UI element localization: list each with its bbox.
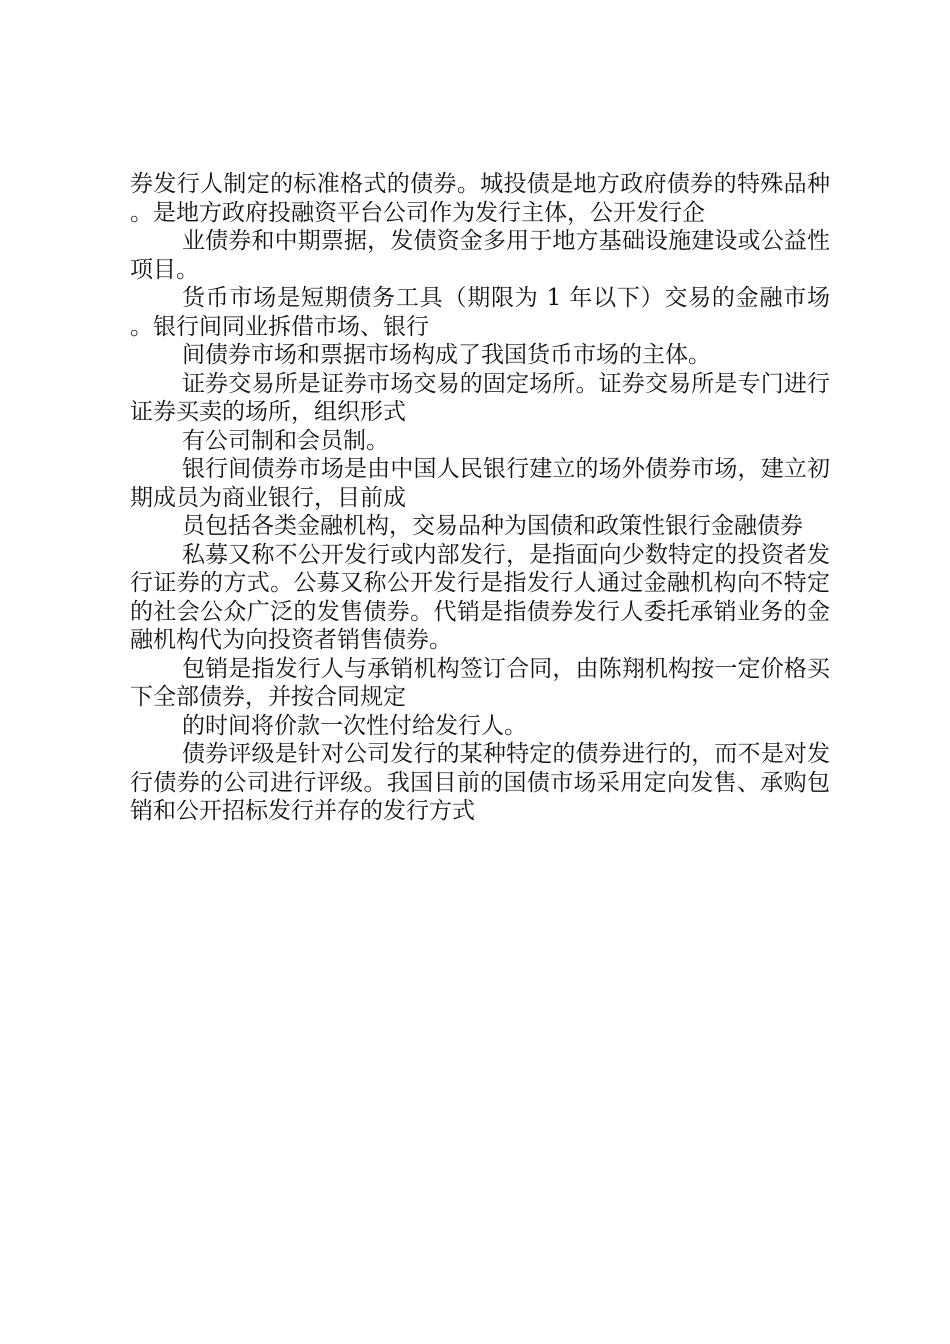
paragraph-5: 证券交易所是证券市场交易的固定场所。证券交易所是专门进行证券买卖的场所，组织形式 [130,370,830,425]
paragraph-11: 的时间将价款一次性付给发行人。 [182,712,527,739]
paragraph-9: 私募又称不公开发行或内部发行，是指面向少数特定的投资者发行证券的方式。公募又称公开发行是指发行人通过金融机构向不特定的社会公众广泛的发售债券。代销是指债券发行人委托承销业务的金融机构代为向投资者销售债券。 [130,541,830,653]
paragraph-10: 包销是指发行人与承销机构签订合同，由陈翔机构按一定价格买下全部债券，并按合同规定 [130,655,830,710]
paragraph-1: 券发行人制定的标准格式的债券。城投债是地方政府债券的特殊品种。是地方政府投融资平台公司作为发行主体，公开发行企 [130,171,830,226]
paragraph-3: 货币市场是短期债务工具（期限为 1 年以下）交易的金融市场。银行间同业拆借市场、银行 [130,285,830,340]
paragraph-12: 债券评级是针对公司发行的某种特定的债券进行的，而不是对发行债券的公司进行评级。我国目前的国债市场采用定向发售、承购包销和公开招标发行并存的发行方式 [130,741,830,824]
document-body [130,170,830,826]
paragraph-4: 间债券市场和票据市场构成了我国货币市场的主体。 [182,342,711,368]
paragraph-2: 业债券和中期票据，发债资金多用于地方基础设施建设或公益性项目。 [130,228,830,283]
paragraph-6: 有公司制和会员制。 [182,427,389,454]
paragraph-8: 员包括各类金融机构，交易品种为国债和政策性银行金融债券 [182,513,803,539]
paragraph-7: 银行间债券市场是由中国人民银行建立的场外债券市场，建立初期成员为商业银行，目前成 [130,456,830,511]
